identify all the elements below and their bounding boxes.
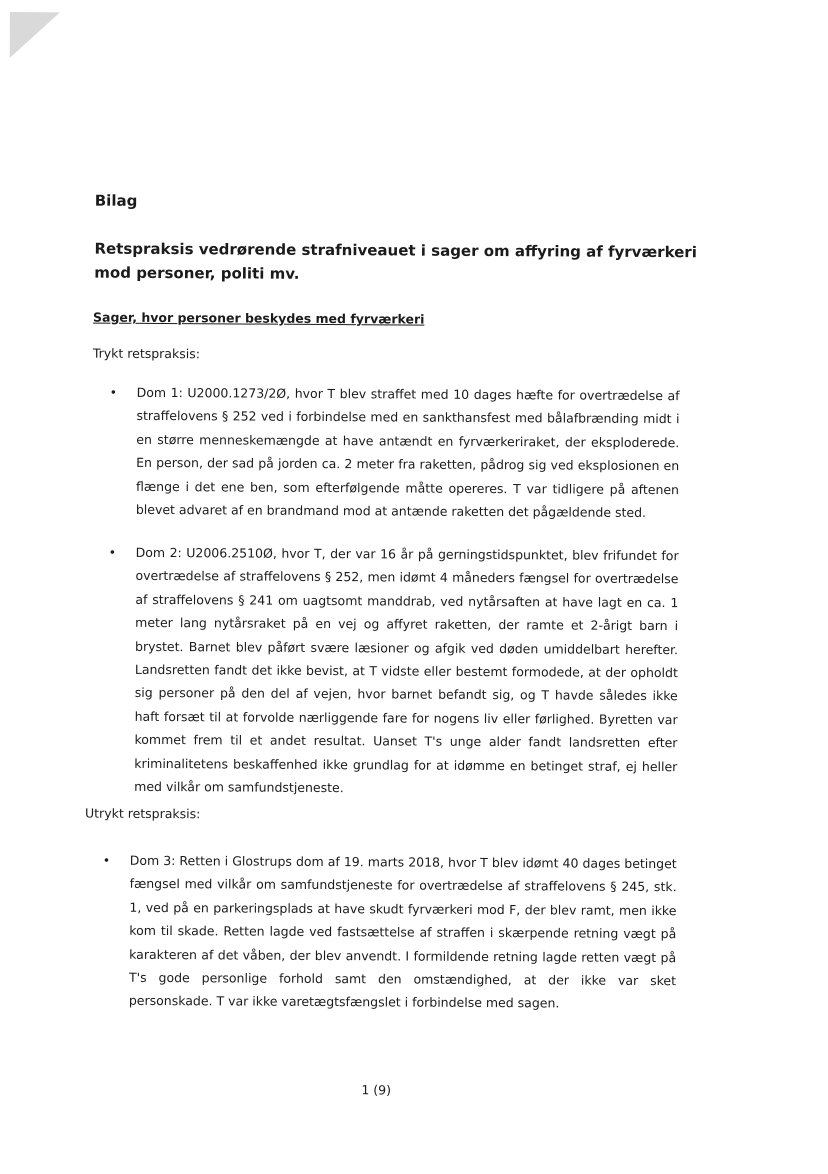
unprinted-caselaw-label: Utrykt retspraksis: <box>84 805 201 822</box>
bilag-label: Bilag <box>94 191 138 210</box>
section-heading: Sager, hvor personer beskydes med fyrværkeri <box>93 309 425 327</box>
case-text: Dom 3: Retten i Glostrups dom af 19. marts 2018, hvor T blev idømt 40 dages betinget fængsel med vilkår om samfundstjeneste for overtrædelse af straffelovens § 245, stk. 1, ved på en parkeringsplads at have skudt fyrværkeri mod F, der blev ramt, men ikke kom til skade. Retten lagde ved fastsættelse af straffen i skærpende retning vægt på karakteren af det våben, der blev anvendt. I formildende retning lagde retten vægt på T's gode personlige forhold samt den omstændighed, at der ikke var sket personskade. T var ikke varetægtsfængslet i forbindelse med sagen. <box>128 852 677 1011</box>
bullet-icon: • <box>102 852 111 868</box>
bullet-icon: • <box>108 544 117 560</box>
document-title: Retspraksis vedrørende strafniveauet i sager om affyring af fyrværkeri mod personer, politi mv. <box>94 239 697 283</box>
case-text: Dom 2: U2006.2510Ø, hvor T, der var 16 år på gerningstidspunktet, blev frifundet for overtrædelse af straffelovens § 252, men idømt 4 måneders fængsel for overtrædelse af straffelovens § 241 om uagtsomt manddrab, ved nytårsaften at have lagt en ca. 1 meter lang nytårsraket på en vej og affyret raketten, der ramte et 2-årigt barn i brystet. Barnet blev påført svære læsioner og afgik ved døden umiddelbart herefter. Landsretten fandt det ikke bevist, at T vidste eller bestemt formodede, at der opholdt sig personer på den del af vejen, hvor barnet befandt sig, og T havde således ikke haft forsæt til at forvolde nærliggende fare for nogens liv eller førlighed. Byretten var kommet frem til et andet resultat. Uanset T's unge alder fandt landsretten efter kriminalitetens beskaffenhed ikke grundlag for at idømme en betinget straf, ej heller med vilkår om samfundstjeneste. <box>134 544 679 796</box>
page-number: 1 (9) <box>361 1082 392 1098</box>
case-list-item <box>102 849 677 1016</box>
bullet-icon: • <box>109 384 118 400</box>
case-list-item <box>109 381 680 525</box>
page-fold-corner <box>0 0 62 62</box>
case-text: Dom 1: U2000.1273/2Ø, hvor T blev straffet med 10 dages hæfte for overtrædelse af straffelovens § 252 ved i forbindelse med en sankthansfest med bålafbrænding midt i en større menneskemængde at have antændt en fyrværkeriraket, der eksploderede. En person, der sad på jorden ca. 2 meter fra raketten, pådrog sig ved eksplosionen en flænge i det ene ben, som efterfølgende måtte opereres. T var tidligere på aftenen blevet advaret af en brandmand mod at antænde raketten det pågældende sted. <box>135 384 680 520</box>
printed-caselaw-label: Trykt retspraksis: <box>92 345 200 362</box>
case-list-item <box>107 541 679 802</box>
